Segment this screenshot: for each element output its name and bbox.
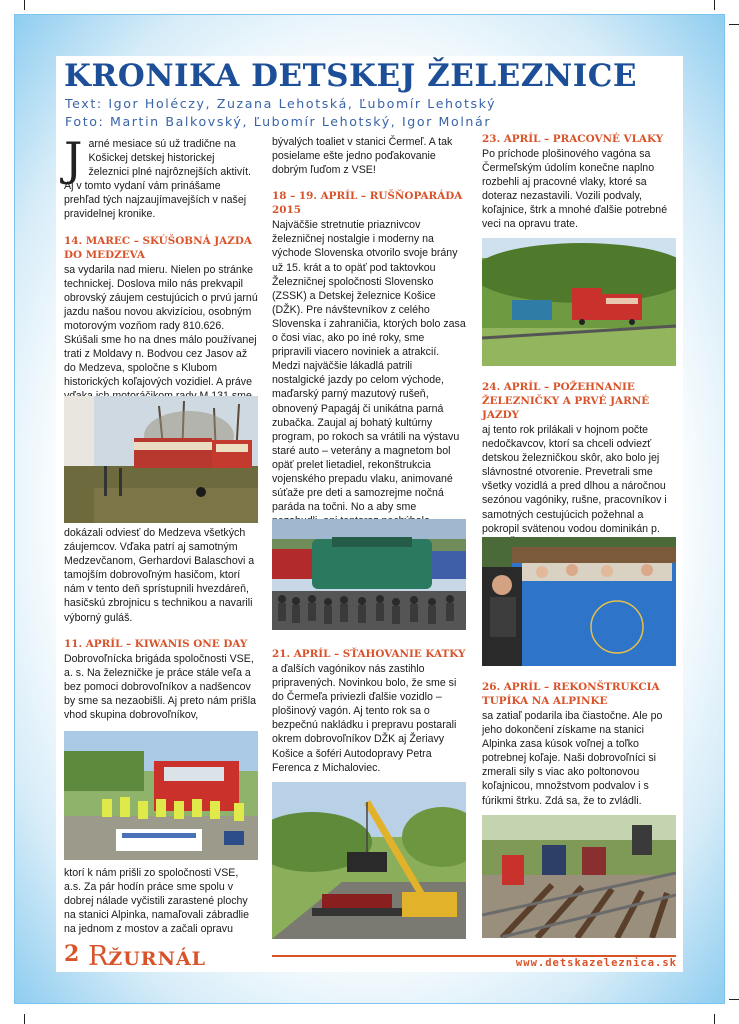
section-heading-pracovne-vlaky: 23. APRÍL – PRACOVNÉ VLAKY <box>482 133 664 145</box>
magazine-logo-r: R <box>88 941 109 972</box>
crop-mark <box>714 0 715 10</box>
crop-mark <box>24 1014 25 1024</box>
crop-mark <box>729 24 739 25</box>
magazine-logo <box>88 941 206 972</box>
section-heading-skusobna-jazda: 14. MAREC – SKÚŠOBNÁ JAZDA DO MEDZEVA <box>64 234 252 261</box>
section-text-skusobna-jazda-cont: dokázali odviesť do Medzeva všetkých záujemcov. Vďaka patrí aj samotným Medzevčanom, Gerhardovi Balaschovi a tamojším dobrovoľným hasičom, ktorí nám v tento deň sprístupnili hvezdáreň, hasičskú zbrojnicu s technikou a navarili výborný guláš. <box>64 527 255 624</box>
photo-track-repair <box>482 815 676 938</box>
section-text-pracovne-vlaky: Po príchode plošinového vagóna sa Čermeľským údolím konečne naplno rozbehli aj pracovné vlaky, ktoré sa doteraz nezastavili. Vozili podvaly, koľajnice, štrk a mnohé ďalšie potrebné veci na opravu trate. <box>482 148 668 231</box>
section-text-rusnoparada: Najväčšie stretnutie priaznivcov železničnej nostalgie i moderny na východe Slovenska otvorilo svoje brány už 15. krát a to opäť pod taktovkou Železničnej spoločnosti Slovensko (ZSSK) a Detskej železnice Košice (DŽK). Pre návštevníkov z celého Slovenska i zahraničia, ktorých bolo zasa o čosi viac, ako po iné roky, sme pripravili viacero noviniek a atrakcií. Medzi najväčšie lákadlá patrili nostalgické jazdy po celom východe, maďarský parný mazutový rušeň, obnovený Papagáj či unikátna parná zubačka. Zaujal aj bohatý kultúrny program, po rokoch sa vrátili na výstavu staré auto – veterány a magnetom bol opäť prelet lietadiel, rekonštrukcia vojenského prepadu vlaku, animované súťaže pre deti a samozrejme nočná paráda na točni. No a aby sme <box>272 219 466 514</box>
column-1 <box>64 132 258 404</box>
section-text-skusobna-jazda: sa vydarila nad mieru. Nielen po stránke technickej. Doslova milo nás prekvapil obrovský záujem cestujúcich o prvú jarnú jazdu našou novou akvizíciou, osobným motorovým vozňom rady 810.626. Skúšali sme ho na dnes málo používanej trati z Moldavy n. Bodvou cez Jasov až do Medzeva, spoločne s Klubom historických koľajových vozidiel. A práve <box>64 263 258 389</box>
photo-blue-wagon <box>482 537 676 666</box>
section-text-kiwanis-cont: ktorí k nám prišli zo spoločnosti VSE, a.s. Za pár hodín práce sme spolu v dobrej nálade vyčistili zarastené plochy na stanici Alpinka, namaľovali zábradlie na jednom z mostov a začali opravu <box>64 867 250 936</box>
section-heading-pozehnanie: 24. APRÍL – POŽEHNANIE ŽELEZNIČKY A PRVÉ JARNÉ JAZDY <box>482 381 650 421</box>
section-text-kiwanis: Dobrovoľnícka brigáda spoločnosti VSE, a. s. Na železničke je práce stále veľa a bez pomoci dobrovoľníkov a nadšencov by sme sa nezaobišli. Aj preto nám prišla vhod skupina dobrovoľníkov, <box>64 652 256 722</box>
crop-mark <box>24 0 25 10</box>
section-text-stahovanie-katky: a ďalších vagónikov nás zastihlo pripravených. Novinkou bolo, že sme si do Čermeľa priviezli ďalšie vozidlo – plošinový vagón. Aj tento rok sa o bezpečnú nakládku i prepravu postarali okrem dobrovoľníkov DŽK aj Žeriavy Košice a šoféri Autodopravy Petra Ferenca z Michaloviec. <box>272 663 457 774</box>
crop-mark <box>714 1014 715 1024</box>
column-1-end <box>64 866 258 936</box>
section-heading-rusnoparada: 18 – 19. APRÍL – RUŠŇOPARÁDA 2015 <box>272 190 463 217</box>
column-3 <box>482 120 676 232</box>
photo-credit: Foto: Martin Balkovský, Ľubomír Lehotský, Igor Molnár <box>65 114 492 129</box>
drop-cap: J <box>64 132 83 186</box>
section-text-kiwanis-end: bývalých toaliet v stanici Čermeľ. A tak posielame ešte jedno poďakovanie dobrým ľuďom z VSE! <box>272 136 453 177</box>
photo-steam-locomotive <box>272 519 466 630</box>
page-title: KRONIKA DETSKEJ ŽELEZNICE <box>64 58 638 94</box>
website-link[interactable]: www.detskazeleznica.sk <box>515 957 677 969</box>
column-1-cont <box>64 526 258 722</box>
photo-medzev-train <box>64 396 258 523</box>
column-2-cont <box>272 635 466 775</box>
page-number: 2 <box>64 941 80 967</box>
text-credit: Text: Igor Holéczy, Zuzana Lehotská, Ľubomír Lehotský <box>65 96 497 111</box>
section-text-pozehnanie: aj tento rok prilákali v hojnom počte nedočkavcov, ktorí sa chceli odviezť detskou železničkou skôr, ako bolo jej slávnostné otvorenie. Prevetrali sme všetky vozidlá a pred dlhou a náročnou sezónou vagóniky, rušne, pracovníkov i samotných cestujúcich požehnal a pokropil svätenou vodou dominikán p. <box>482 424 667 535</box>
section-heading-rekonstrukcia: 26. APRÍL – REKONŠTRUKCIA TUPÍKA NA ALPINKE <box>482 681 660 707</box>
photo-crane-loading <box>272 782 466 939</box>
section-heading-kiwanis: 11. APRÍL – KIWANIS ONE DAY <box>64 637 248 650</box>
crop-mark <box>729 999 739 1000</box>
section-text-rekonstrukcia: sa zatiaľ podarila iba čiastočne. Ale po jeho dokončení získame na stanici Alpinka zasa kúsok voľnej a toľko potrebnej koľaje. Naši dobrovoľníci si zmerali sily s viac ako poltonovou koľajnicou, množstvom podvalov i s fúrikmi štrku. Zdá sa, že to zvládli. <box>482 710 663 807</box>
photo-work-train <box>482 238 676 366</box>
column-3-end <box>482 668 676 808</box>
column-3-cont <box>482 368 676 550</box>
magazine-logo-text: ŽURNÁL <box>108 948 207 970</box>
intro-paragraph: arné mesiace sú už tradične na Košickej detskej historickej železnici plné najrôznejších aktivít. Aj v tomto vydaní vám prinášame prehľad tých najzaujímavejších v našej pravidelnej kronike. <box>64 138 251 221</box>
column-2 <box>272 135 466 557</box>
section-heading-stahovanie-katky: 21. APRÍL – SŤAHOVANIE KATKY <box>272 648 466 660</box>
photo-volunteers <box>64 731 258 860</box>
